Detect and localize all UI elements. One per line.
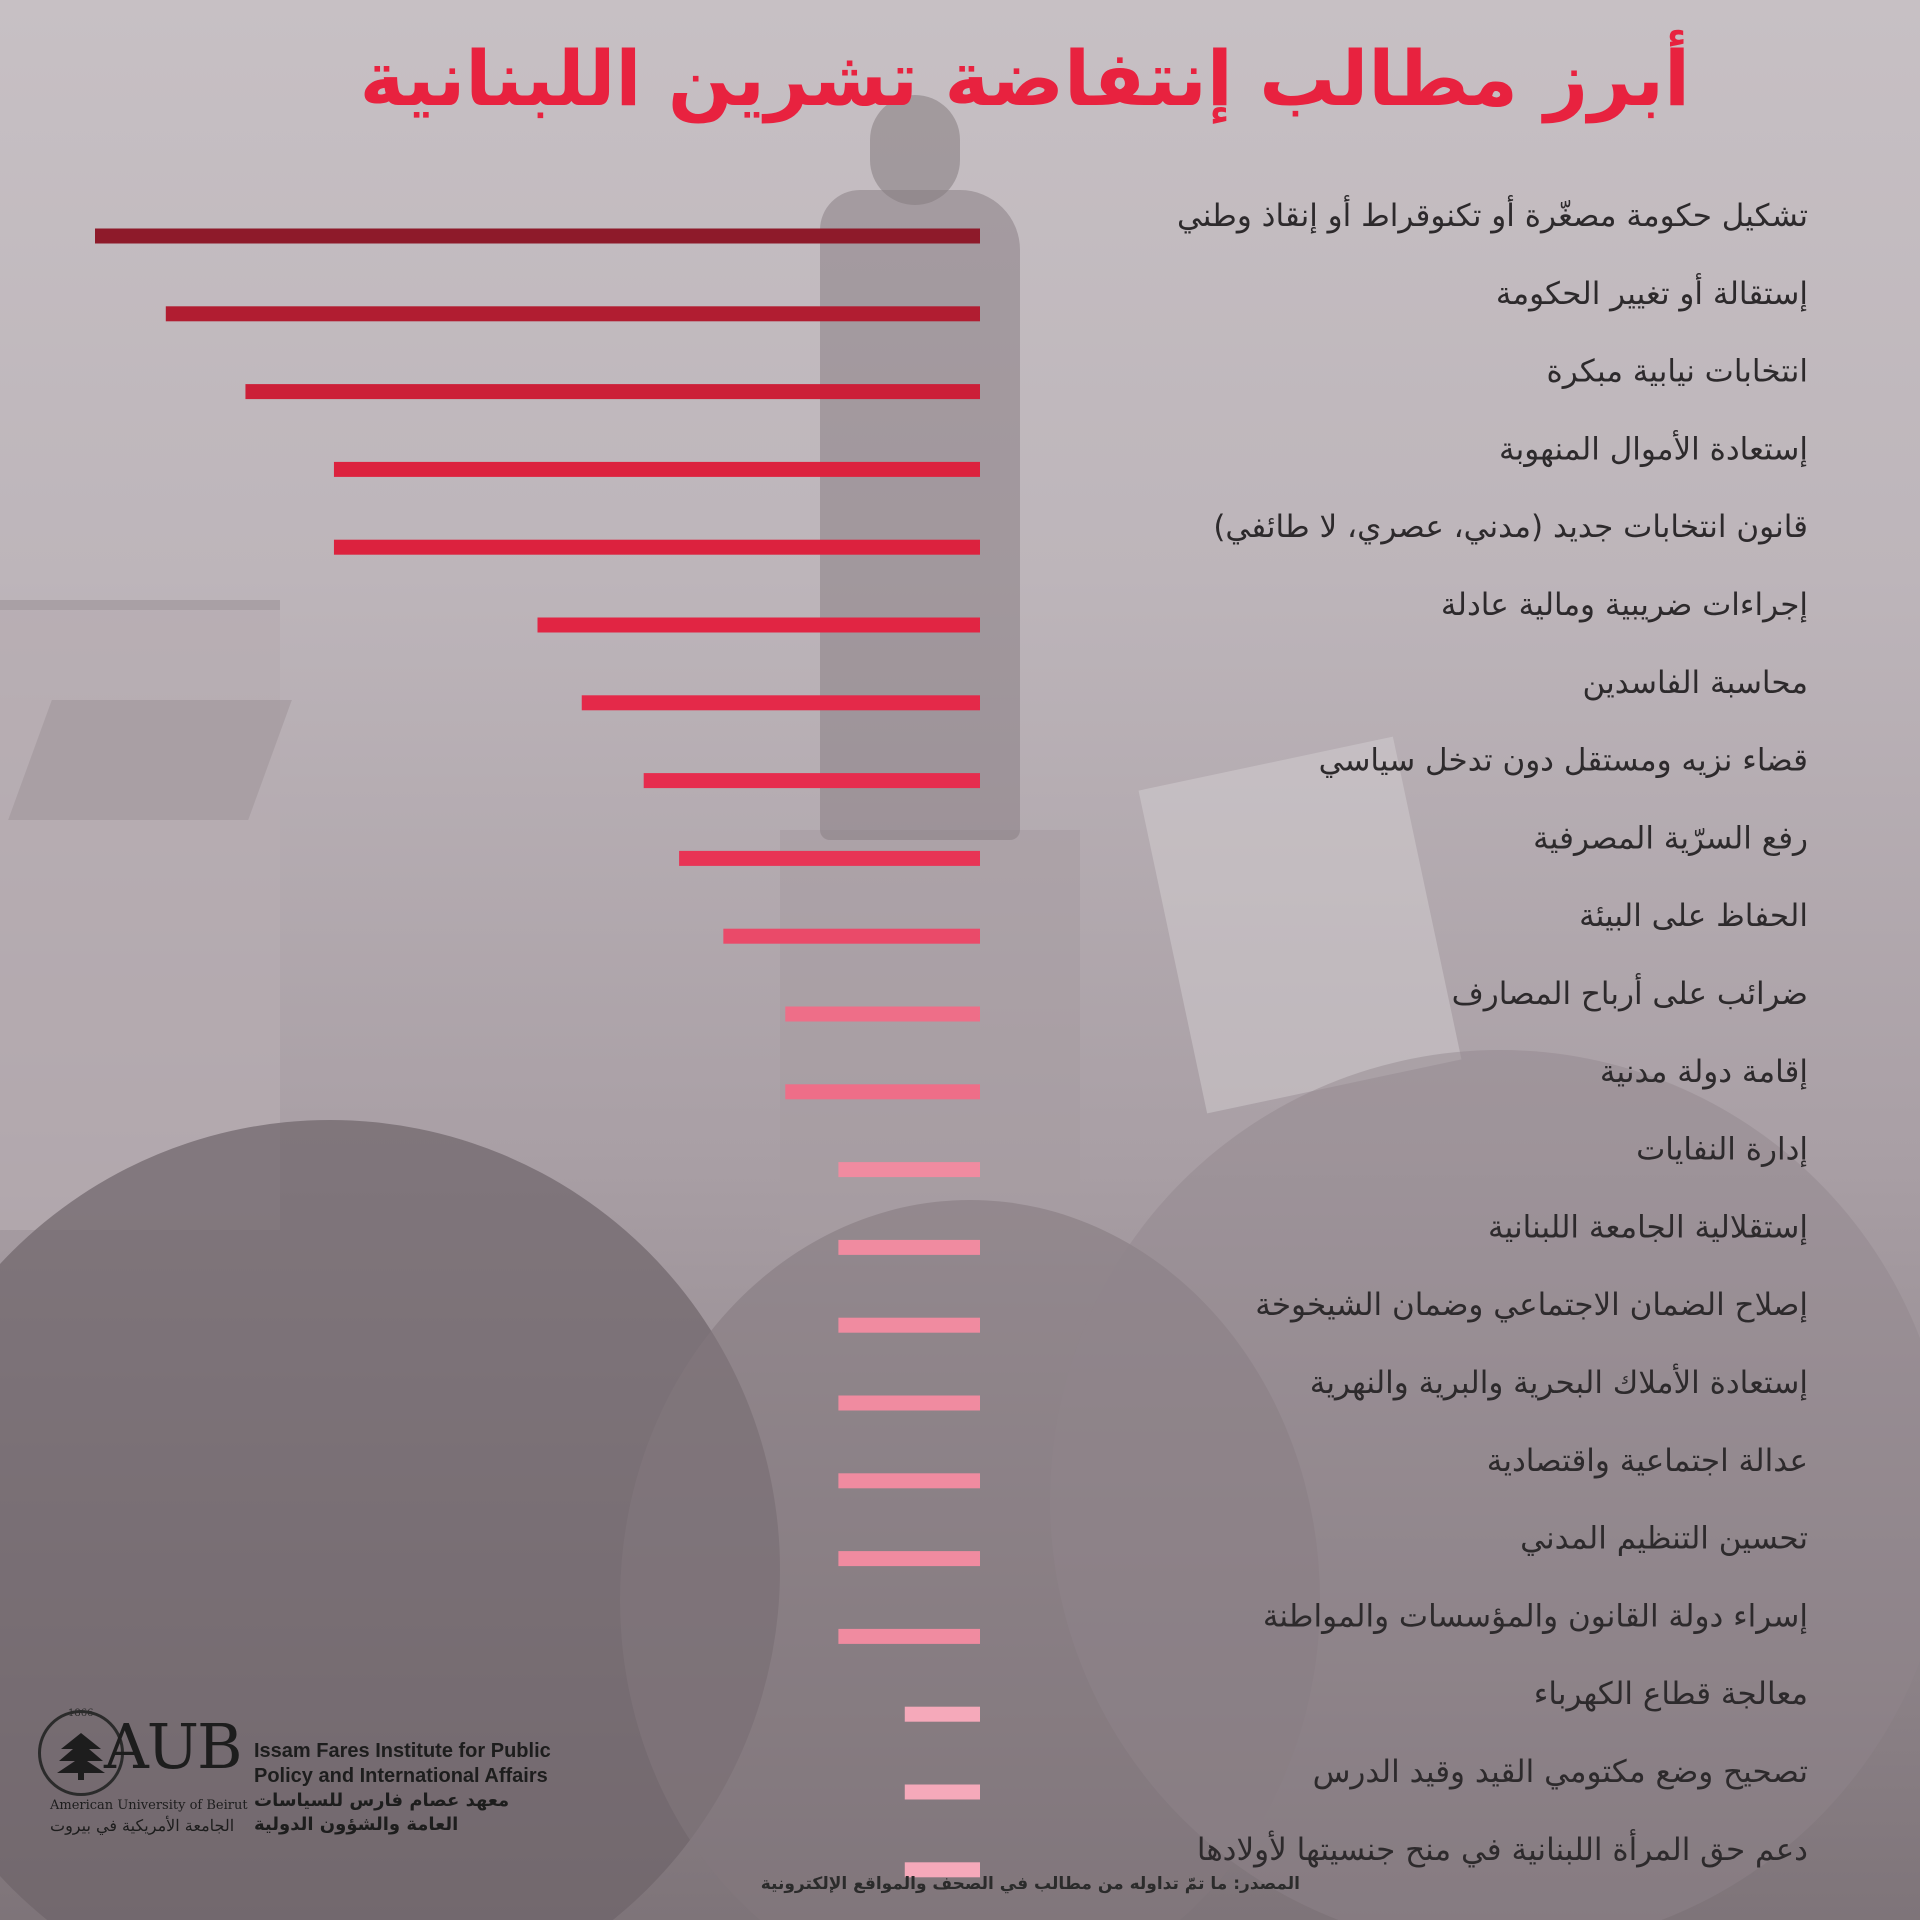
category-label-2: إستقالة أو تغيير الحكومة [1495, 275, 1808, 312]
bar-4 [334, 462, 980, 477]
cedar-tree-icon [55, 1729, 107, 1781]
bar-10 [723, 929, 980, 944]
bar-12 [785, 1084, 980, 1099]
bar-17 [838, 1473, 980, 1488]
category-label-7: محاسبة الفاسدين [1582, 664, 1808, 701]
bar-13 [838, 1162, 980, 1177]
category-label-11: ضرائب على أرباح المصارف [1451, 976, 1808, 1012]
bar-9 [679, 851, 980, 866]
source-note: المصدر: ما تمّ تداوله من مطالب في الصحف والمواقع الإلكترونية [760, 1874, 1300, 1894]
category-label-17: عدالة اجتماعية واقتصادية [1486, 1442, 1808, 1479]
institute-name-en-line1: Issam Fares Institute for Public [254, 1740, 551, 1762]
category-label-16: إستعادة الأملاك البحرية والبرية والنهرية [1309, 1365, 1808, 1401]
bar-1 [95, 229, 980, 244]
bar-8 [644, 773, 980, 788]
bar-21 [905, 1785, 980, 1800]
logo-university-name-ar: الجامعة الأمريكية في بيروت [50, 1816, 235, 1835]
institute-name-en-line2: Policy and International Affairs [254, 1765, 548, 1787]
bar-7 [582, 695, 980, 710]
logo-aub-wordmark: AUB [104, 1710, 241, 1783]
category-label-1: تشكيل حكومة مصغّرة أو تكنوقراط أو إنقاذ وطني [1176, 198, 1808, 234]
institute-name-ar-line2: العامة والشؤون الدولية [254, 1814, 459, 1835]
bar-16 [838, 1396, 980, 1411]
category-label-4: إستعادة الأموال المنهوبة [1498, 431, 1808, 468]
category-label-18: تحسين التنظيم المدني [1520, 1520, 1808, 1557]
aub-ifi-logo [38, 1710, 578, 1840]
bar-15 [838, 1318, 980, 1333]
bar-5 [334, 540, 980, 555]
category-label-21: تصحيح وضع مكتومي القيد وقيد الدرس [1312, 1754, 1808, 1790]
bar-11 [785, 1007, 980, 1022]
logo-university-name-en: American University of Beirut [50, 1798, 248, 1813]
bar-3 [245, 384, 980, 399]
category-label-12: إقامة دولة مدنية [1599, 1053, 1808, 1090]
category-label-19: إسراء دولة القانون والمؤسسات والمواطنة [1262, 1598, 1808, 1635]
category-label-15: إصلاح الضمان الاجتماعي وضمان الشيخوخة [1255, 1287, 1808, 1324]
bar-18 [838, 1551, 980, 1566]
category-label-22: دعم حق المرأة اللبنانية في منح جنسيتها لأولادها [1196, 1831, 1808, 1868]
institute-name-ar-line1: معهد عصام فارس للسياسات [254, 1790, 510, 1811]
category-label-10: الحفاظ على البيئة [1579, 898, 1808, 935]
bar-14 [838, 1240, 980, 1255]
logo-year: 1866 [68, 1708, 94, 1719]
category-label-6: إجراءات ضريبية ومالية عادلة [1440, 587, 1808, 623]
bar-20 [905, 1707, 980, 1722]
chart-title: أبرز مطالب إنتفاضة تشرين اللبنانية [359, 34, 1690, 123]
category-label-3: انتخابات نيابية مبكرة [1546, 353, 1808, 390]
bar-6 [538, 618, 981, 633]
bar-19 [838, 1629, 980, 1644]
category-label-14: إستقلالية الجامعة اللبنانية [1487, 1209, 1808, 1246]
category-label-13: إدارة النفايات [1636, 1131, 1808, 1168]
category-label-20: معالجة قطاع الكهرباء [1533, 1676, 1808, 1713]
category-label-8: قضاء نزيه ومستقل دون تدخل سياسي [1318, 742, 1808, 779]
category-label-9: رفع السرّية المصرفية [1533, 820, 1808, 857]
bar-2 [166, 306, 980, 321]
category-label-5: قانون انتخابات جديد (مدني، عصري، لا طائفي) [1213, 509, 1808, 546]
